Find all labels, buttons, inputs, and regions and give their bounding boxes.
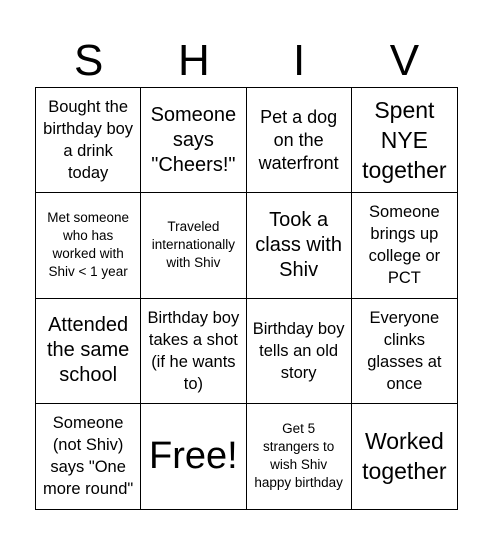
bingo-cell[interactable]	[247, 193, 352, 298]
bingo-cell[interactable]	[352, 404, 457, 509]
cell-text: Birthday boy takes a shot (if he wants to)	[147, 308, 240, 393]
cell-text: Someone says "Cheers!"	[150, 103, 237, 176]
cell-text: Spent NYE together	[362, 97, 447, 184]
bingo-cell[interactable]	[36, 404, 141, 509]
bingo-cell[interactable]	[141, 88, 246, 193]
bingo-cell[interactable]	[36, 193, 141, 298]
cell-text: Took a class with Shiv	[255, 208, 342, 281]
bingo-cell[interactable]	[352, 299, 457, 404]
cell-text: Bought the birthday boy a drink today	[43, 98, 134, 183]
cell-text: Everyone clinks glasses at once	[367, 308, 442, 393]
free-space-cell[interactable]	[141, 404, 246, 509]
bingo-cell[interactable]	[352, 193, 457, 298]
header-letter-v: V	[389, 36, 420, 85]
header-letter-s: S	[73, 36, 104, 85]
cell-text: Met someone who has worked with Shiv < 1 year	[47, 210, 130, 280]
cell-text: Birthday boy tells an old story	[252, 319, 345, 382]
header-letter-h: H	[177, 36, 210, 85]
bingo-cell[interactable]	[352, 88, 457, 193]
cell-text: Worked together	[362, 428, 447, 485]
free-space-text: Free!	[149, 435, 238, 478]
cell-text: Attended the same school	[46, 314, 130, 387]
bingo-grid	[35, 87, 458, 510]
bingo-cell[interactable]	[247, 404, 352, 509]
bingo-cell[interactable]	[141, 299, 246, 404]
bingo-header	[36, 36, 457, 86]
cell-text: Someone (not Shiv) says "One more round"	[43, 414, 134, 499]
header-letter-i: I	[293, 36, 306, 85]
bingo-cell[interactable]	[247, 88, 352, 193]
bingo-cell[interactable]	[36, 299, 141, 404]
cell-text: Get 5 strangers to wish Shiv happy birthday	[254, 421, 343, 491]
cell-text: Someone brings up college or PCT	[368, 203, 441, 288]
bingo-cell[interactable]	[36, 88, 141, 193]
cell-text: Traveled internationally with Shiv	[151, 219, 236, 271]
cell-text: Pet a dog on the waterfront	[258, 106, 339, 173]
bingo-cell[interactable]	[141, 193, 246, 298]
bingo-cell[interactable]	[247, 299, 352, 404]
